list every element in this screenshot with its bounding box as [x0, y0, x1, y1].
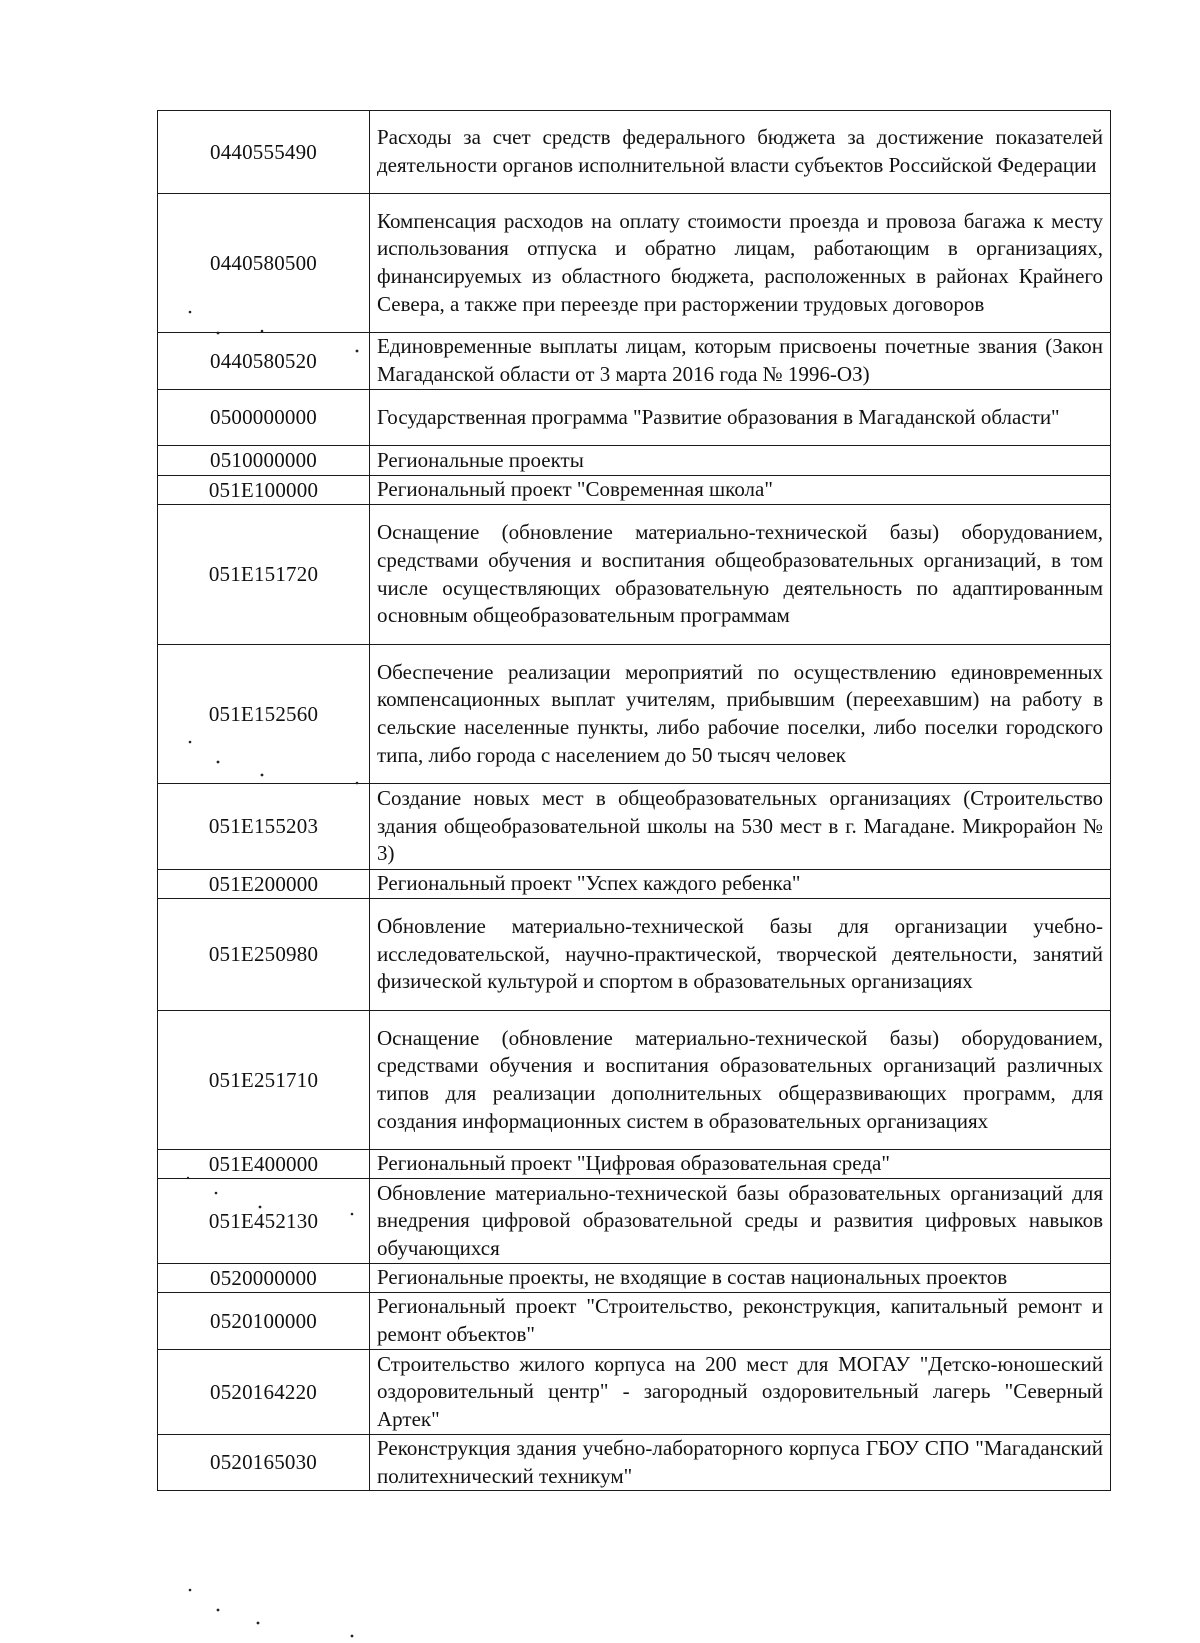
table-row — [158, 476, 1111, 505]
table-row — [158, 645, 1111, 784]
code-cell: 0500000000 — [158, 390, 370, 446]
description-cell: Реконструкция здания учебно-лабораторного корпуса ГБОУ СПО "Магаданский политехнический техникум" — [370, 1435, 1111, 1491]
description-cell: Обновление материально-технической базы для организации учебно-исследовательской, научно-практической, творческой деятельности, занятий физической культурой и спортом в образовательных организациях — [370, 899, 1111, 1011]
code-cell: 051E400000 — [158, 1150, 370, 1179]
table-row — [158, 505, 1111, 645]
table-row — [158, 784, 1111, 870]
table-row — [158, 870, 1111, 899]
description-cell: Региональный проект "Успех каждого ребенка" — [370, 870, 1111, 899]
table-row — [158, 446, 1111, 476]
table-row — [158, 390, 1111, 446]
description-cell: Создание новых мест в общеобразовательных организациях (Строительство здания общеобразовательной школы на 530 мест в г. Магадане. Микрорайон № 3) — [370, 784, 1111, 870]
code-cell: 0520000000 — [158, 1264, 370, 1293]
code-cell: 0440580500 — [158, 194, 370, 333]
table-row — [158, 1179, 1111, 1264]
code-cell: 0440555490 — [158, 111, 370, 194]
code-cell: 051E200000 — [158, 870, 370, 899]
description-cell: Региональный проект "Цифровая образовательная среда" — [370, 1150, 1111, 1179]
code-cell: 0520164220 — [158, 1350, 370, 1435]
code-cell: 051E155203 — [158, 784, 370, 870]
table-row — [158, 1293, 1111, 1350]
description-cell: Государственная программа "Развитие образования в Магаданской области" — [370, 390, 1111, 446]
code-cell: 051E151720 — [158, 505, 370, 645]
code-cell: 0440580520 — [158, 333, 370, 390]
table-row — [158, 1350, 1111, 1435]
description-cell: Оснащение (обновление материально-технической базы) оборудованием, средствами обучения и воспитания образовательных организаций различных типов для реализации дополнительных общеразвивающих программ, для создания информационных систем в образовательных организациях — [370, 1011, 1111, 1150]
description-cell: Компенсация расходов на оплату стоимости проезда и провоза багажа к месту использования отпуска и обратно лицам, работающим в организациях, финансируемых из областного бюджета, расположенных в районах Крайнего Севера, а также при переезде при расторжении трудовых договоров — [370, 194, 1111, 333]
description-cell: Расходы за счет средств федерального бюджета за достижение показателей деятельности органов исполнительной власти субъектов Российской Федерации — [370, 111, 1111, 194]
code-cell: 051E251710 — [158, 1011, 370, 1150]
code-cell: 051E452130 — [158, 1179, 370, 1264]
table-row — [158, 1264, 1111, 1293]
description-cell: Обеспечение реализации мероприятий по осуществлению единовременных компенсационных выплат учителям, прибывшим (переехавшим) на работу в сельские населенные пункты, либо рабочие поселки, либо поселки городского типа, либо города с населением до 50 тысяч человек — [370, 645, 1111, 784]
description-cell: Оснащение (обновление материально-технической базы) оборудованием, средствами обучения и воспитания общеобразовательных организаций, в том числе осуществляющих образовательную деятельность по адаптированным основным общеобразовательным программам — [370, 505, 1111, 645]
table-row — [158, 1435, 1111, 1491]
code-cell: 0520165030 — [158, 1435, 370, 1491]
description-cell: Региональные проекты — [370, 446, 1111, 476]
table-row — [158, 1011, 1111, 1150]
code-cell: 051E152560 — [158, 645, 370, 784]
description-cell: Обновление материально-технической базы образовательных организаций для внедрения цифровой образовательной среды и развития цифровых навыков обучающихся — [370, 1179, 1111, 1264]
code-cell: 0510000000 — [158, 446, 370, 476]
description-cell: Единовременные выплаты лицам, которым присвоены почетные звания (Закон Магаданской области от 3 марта 2016 года № 1996-ОЗ) — [370, 333, 1111, 390]
description-cell: Региональные проекты, не входящие в состав национальных проектов — [370, 1264, 1111, 1293]
table-row — [158, 194, 1111, 333]
table-row — [158, 333, 1111, 390]
code-cell: 051E250980 — [158, 899, 370, 1011]
table-row — [158, 111, 1111, 194]
description-cell: Региональный проект "Современная школа" — [370, 476, 1111, 505]
code-cell: 051E100000 — [158, 476, 370, 505]
description-cell: Строительство жилого корпуса на 200 мест для МОГАУ "Детско-юношеский оздоровительный центр" - загородный оздоровительный лагерь "Северный Артек" — [370, 1350, 1111, 1435]
table-row — [158, 1150, 1111, 1179]
table-row — [158, 899, 1111, 1011]
budget-code-table — [157, 110, 1111, 1491]
code-cell: 0520100000 — [158, 1293, 370, 1350]
description-cell: Региональный проект "Строительство, реконструкция, капитальный ремонт и ремонт объектов" — [370, 1293, 1111, 1350]
